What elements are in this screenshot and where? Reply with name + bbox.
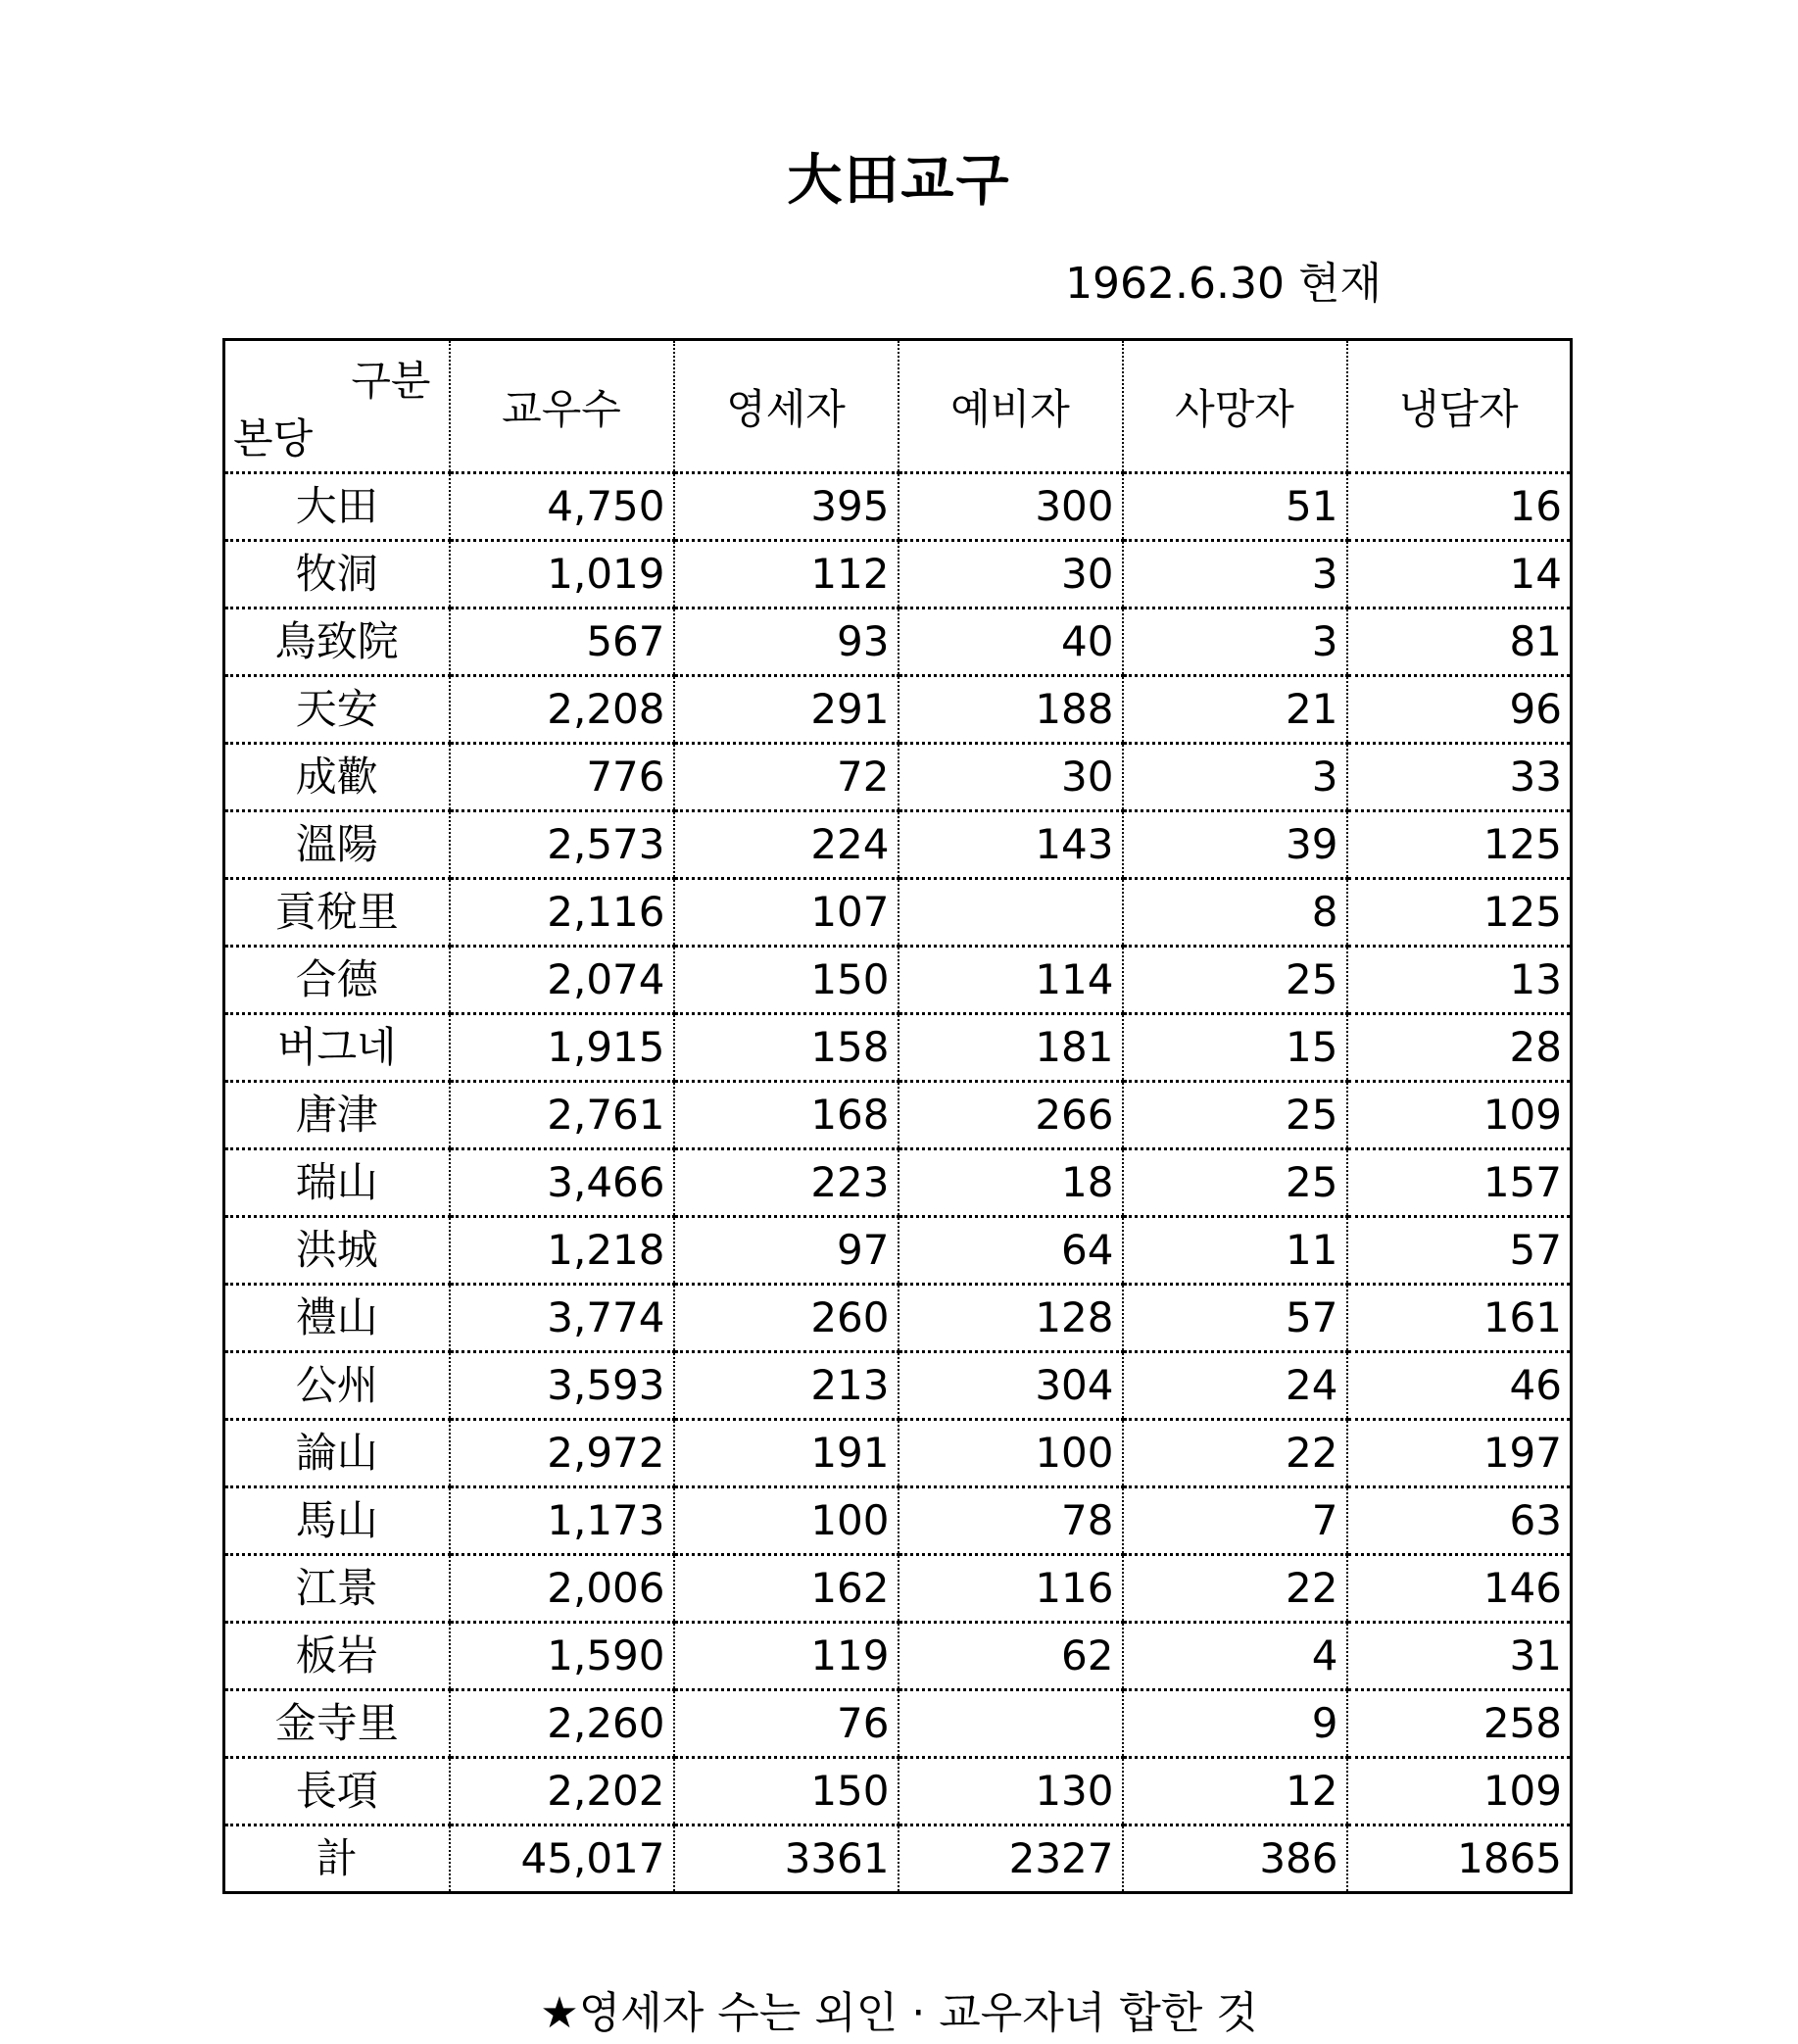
value-cell: 2,116 <box>450 879 674 947</box>
value-cell: 11 <box>1123 1217 1347 1285</box>
value-cell: 2,202 <box>450 1758 674 1825</box>
value-cell: 2,006 <box>450 1555 674 1623</box>
header-row <box>224 340 1572 473</box>
value-cell: 57 <box>1123 1285 1347 1352</box>
table-row <box>224 1014 1572 1082</box>
value-cell: 300 <box>899 473 1123 541</box>
value-cell: 39 <box>1123 811 1347 879</box>
value-cell: 45,017 <box>450 1825 674 1893</box>
value-cell: 16 <box>1347 473 1572 541</box>
table-row <box>224 947 1572 1014</box>
corner-header-cell <box>224 340 450 473</box>
value-cell: 13 <box>1347 947 1572 1014</box>
value-cell: 107 <box>674 879 899 947</box>
value-cell: 8 <box>1123 879 1347 947</box>
value-cell: 25 <box>1123 947 1347 1014</box>
value-cell: 162 <box>674 1555 899 1623</box>
value-cell: 130 <box>899 1758 1123 1825</box>
table-row <box>224 1487 1572 1555</box>
value-cell: 22 <box>1123 1555 1347 1623</box>
value-cell: 14 <box>1347 541 1572 608</box>
table-row <box>224 1217 1572 1285</box>
parish-name-cell: 鳥致院 <box>224 608 450 676</box>
column-header: 예비자 <box>899 340 1123 473</box>
value-cell: 100 <box>899 1420 1123 1487</box>
parish-name-cell: 江景 <box>224 1555 450 1623</box>
value-cell: 150 <box>674 1758 899 1825</box>
value-cell: 100 <box>674 1487 899 1555</box>
as-of-date: 1962.6.30 현재 <box>1065 259 1382 309</box>
value-cell: 25 <box>1123 1149 1347 1217</box>
value-cell: 2,761 <box>450 1082 674 1149</box>
table-row <box>224 744 1572 811</box>
value-cell: 3,774 <box>450 1285 674 1352</box>
table-row <box>224 1690 1572 1758</box>
value-cell: 567 <box>450 608 674 676</box>
parish-name-cell: 貢稅里 <box>224 879 450 947</box>
value-cell: 157 <box>1347 1149 1572 1217</box>
value-cell: 116 <box>899 1555 1123 1623</box>
value-cell: 109 <box>1347 1082 1572 1149</box>
parish-name-cell: 唐津 <box>224 1082 450 1149</box>
column-header: 교우수 <box>450 340 674 473</box>
value-cell: 128 <box>899 1285 1123 1352</box>
value-cell: 18 <box>899 1149 1123 1217</box>
value-cell <box>899 879 1123 947</box>
value-cell: 2,074 <box>450 947 674 1014</box>
value-cell: 224 <box>674 811 899 879</box>
value-cell: 304 <box>899 1352 1123 1420</box>
value-cell: 395 <box>674 473 899 541</box>
footnote: ★영세자 수는 외인 · 교우자녀 합한 것 <box>540 1988 1258 2038</box>
value-cell: 3 <box>1123 608 1347 676</box>
parish-name-cell: 計 <box>224 1825 450 1893</box>
value-cell: 4,750 <box>450 473 674 541</box>
column-header: 사망자 <box>1123 340 1347 473</box>
parish-name-cell: 公州 <box>224 1352 450 1420</box>
parish-name-cell: 天安 <box>224 676 450 744</box>
parish-name-cell: 論山 <box>224 1420 450 1487</box>
value-cell: 78 <box>899 1487 1123 1555</box>
value-cell: 1,915 <box>450 1014 674 1082</box>
parish-name-cell: 長項 <box>224 1758 450 1825</box>
value-cell: 161 <box>1347 1285 1572 1352</box>
value-cell: 114 <box>899 947 1123 1014</box>
value-cell: 62 <box>899 1623 1123 1690</box>
value-cell: 46 <box>1347 1352 1572 1420</box>
value-cell: 2,573 <box>450 811 674 879</box>
value-cell: 158 <box>674 1014 899 1082</box>
parish-name-cell: 禮山 <box>224 1285 450 1352</box>
value-cell: 1,173 <box>450 1487 674 1555</box>
table-body <box>224 473 1572 1893</box>
parish-name-cell: 合德 <box>224 947 450 1014</box>
value-cell: 119 <box>674 1623 899 1690</box>
value-cell <box>899 1690 1123 1758</box>
table-row <box>224 1352 1572 1420</box>
value-cell: 4 <box>1123 1623 1347 1690</box>
value-cell: 15 <box>1123 1014 1347 1082</box>
value-cell: 25 <box>1123 1082 1347 1149</box>
value-cell: 93 <box>674 608 899 676</box>
value-cell: 2327 <box>899 1825 1123 1893</box>
value-cell: 96 <box>1347 676 1572 744</box>
value-cell: 81 <box>1347 608 1572 676</box>
value-cell: 197 <box>1347 1420 1572 1487</box>
value-cell: 7 <box>1123 1487 1347 1555</box>
value-cell: 3,466 <box>450 1149 674 1217</box>
value-cell: 30 <box>899 744 1123 811</box>
value-cell: 223 <box>674 1149 899 1217</box>
value-cell: 1,019 <box>450 541 674 608</box>
table-row <box>224 811 1572 879</box>
table-row <box>224 1758 1572 1825</box>
value-cell: 191 <box>674 1420 899 1487</box>
value-cell: 12 <box>1123 1758 1347 1825</box>
value-cell: 125 <box>1347 811 1572 879</box>
parish-name-cell: 大田 <box>224 473 450 541</box>
value-cell: 51 <box>1123 473 1347 541</box>
value-cell: 125 <box>1347 879 1572 947</box>
parish-name-cell: 溫陽 <box>224 811 450 879</box>
value-cell: 22 <box>1123 1420 1347 1487</box>
corner-label-category: 구분 <box>351 357 431 405</box>
value-cell: 2,972 <box>450 1420 674 1487</box>
value-cell: 97 <box>674 1217 899 1285</box>
table-row <box>224 879 1572 947</box>
value-cell: 266 <box>899 1082 1123 1149</box>
parish-name-cell: 板岩 <box>224 1623 450 1690</box>
value-cell: 3361 <box>674 1825 899 1893</box>
value-cell: 3 <box>1123 744 1347 811</box>
value-cell: 3,593 <box>450 1352 674 1420</box>
table-row <box>224 608 1572 676</box>
table-row <box>224 1285 1572 1352</box>
value-cell: 150 <box>674 947 899 1014</box>
parish-name-cell: 牧洞 <box>224 541 450 608</box>
table-row <box>224 676 1572 744</box>
value-cell: 776 <box>450 744 674 811</box>
value-cell: 109 <box>1347 1758 1572 1825</box>
page-title: 大田교구 <box>787 149 1011 213</box>
table-row <box>224 1082 1572 1149</box>
value-cell: 181 <box>899 1014 1123 1082</box>
value-cell: 21 <box>1123 676 1347 744</box>
value-cell: 2,208 <box>450 676 674 744</box>
table-row <box>224 541 1572 608</box>
corner-label-parish: 본당 <box>233 414 314 462</box>
parish-name-cell: 成歡 <box>224 744 450 811</box>
value-cell: 72 <box>674 744 899 811</box>
value-cell: 386 <box>1123 1825 1347 1893</box>
table-row <box>224 1555 1572 1623</box>
value-cell: 112 <box>674 541 899 608</box>
value-cell: 24 <box>1123 1352 1347 1420</box>
table-row <box>224 1149 1572 1217</box>
parish-statistics-table <box>222 338 1573 1894</box>
value-cell: 9 <box>1123 1690 1347 1758</box>
parish-name-cell: 洪城 <box>224 1217 450 1285</box>
table-row <box>224 1623 1572 1690</box>
value-cell: 213 <box>674 1352 899 1420</box>
column-header: 영세자 <box>674 340 899 473</box>
parish-name-cell: 瑞山 <box>224 1149 450 1217</box>
value-cell: 76 <box>674 1690 899 1758</box>
table-row <box>224 1420 1572 1487</box>
parish-name-cell: 馬山 <box>224 1487 450 1555</box>
value-cell: 168 <box>674 1082 899 1149</box>
value-cell: 30 <box>899 541 1123 608</box>
value-cell: 146 <box>1347 1555 1572 1623</box>
value-cell: 63 <box>1347 1487 1572 1555</box>
value-cell: 188 <box>899 676 1123 744</box>
value-cell: 258 <box>1347 1690 1572 1758</box>
value-cell: 28 <box>1347 1014 1572 1082</box>
value-cell: 1865 <box>1457 1834 1562 1882</box>
value-cell: 31 <box>1347 1623 1572 1690</box>
value-cell: 291 <box>674 676 899 744</box>
table-row <box>224 473 1572 541</box>
value-cell: 2,260 <box>450 1690 674 1758</box>
value-cell: 1,218 <box>450 1217 674 1285</box>
value-cell: 57 <box>1347 1217 1572 1285</box>
table-row <box>224 1825 1572 1893</box>
column-header: 냉담자 <box>1347 340 1572 473</box>
parish-name-cell: 버그네 <box>224 1014 450 1082</box>
value-cell: 33 <box>1347 744 1572 811</box>
value-cell: 260 <box>674 1285 899 1352</box>
value-cell: 3 <box>1123 541 1347 608</box>
value-cell: 64 <box>899 1217 1123 1285</box>
value-cell: 143 <box>899 811 1123 879</box>
parish-name-cell: 金寺里 <box>224 1690 450 1758</box>
value-cell: 40 <box>899 608 1123 676</box>
value-cell: 1,590 <box>450 1623 674 1690</box>
